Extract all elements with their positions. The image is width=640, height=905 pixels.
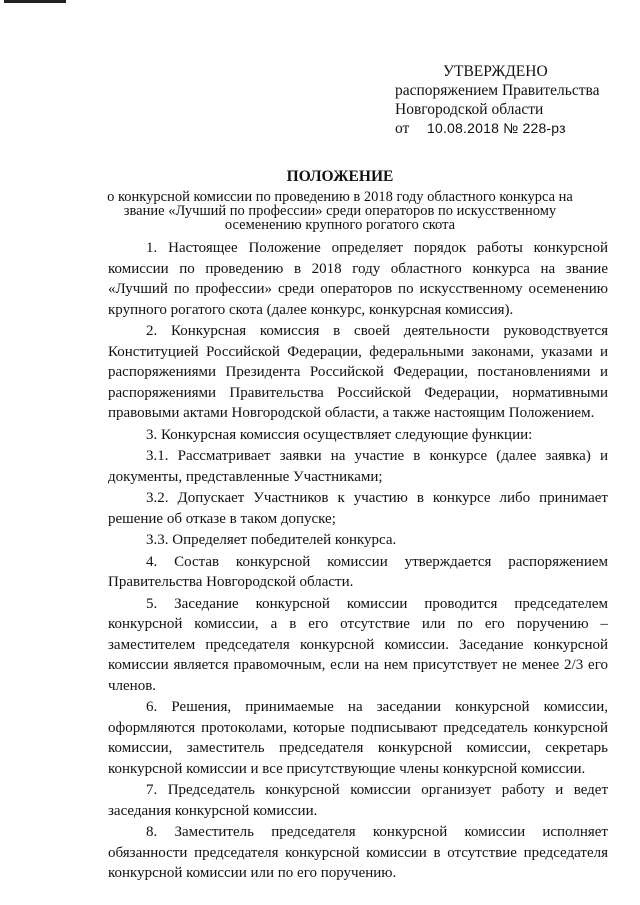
approval-date-prefix: от [395,120,410,137]
approval-stamp [395,62,625,138]
approval-date-value: 10.08.2018 № 228-рз [427,120,566,136]
paragraph-8: 8. Заместитель председателя конкурсной комиссии исполняет обязанности председателя конкурсной комиссии в отсутствие председателя конкурсной комиссии или по его поручению. [108,824,608,881]
paragraph-5: 5. Заседание конкурсной комиссии проводится председателем конкурсной комиссии, а в его отсутствие или по его поручению – заместителем председателя конкурсной комиссии. Заседание конкурсной комиссии является правомочным, если на нем присутствует не менее 2/3 его членов. [108,595,608,694]
paragraph-1: 1. Настоящее Положение определяет порядок работы конкурсной комиссии по проведению в 2018 году областного конкурса на звание «Лучший по профессии» среди операторов по искусственному осеменению крупного рогатого скота (далее конкурс, конкурсная комиссия). [108,240,608,318]
paragraph-3-3: 3.3. Определяет победителей конкурса. [146,532,397,548]
paragraph-3: 3. Конкурсная комиссия осуществляет следующие функции: [146,426,533,443]
paragraph-4: 4. Состав конкурсной комиссии утверждается распоряжением Правительства Новгородской области. [108,553,608,590]
document-subtitle-line-1: о конкурсной комиссии по проведению в 2018 году областного конкурса на [107,189,573,205]
document-title: ПОЛОЖЕНИЕ [286,168,394,185]
approval-line-1: распоряжением Правительства [395,82,600,99]
paragraph-2: 2. Конкурсная комиссия в своей деятельности руководствуется Конституцией Российской Федерации, федеральными законами, указами и распоряжениями Президента Российской Федерации, постановлениями и распоряжениями Правительства Российской Федерации, нормативными правовыми актами Новгородской области, а также настоящим Положением. [108,323,608,421]
paragraph-6: 6. Решения, принимаемые на заседании конкурсной комиссии, оформляются протоколами, которые подписывают председатель конкурсной комиссии, заместитель председателя конкурсной комиссии, секретарь конкурсной комиссии и все присутствующие члены конкурсной комиссии. [108,699,608,777]
approval-date-line [395,119,625,138]
document-title-block [60,168,620,232]
document-subtitle-line-2: звание «Лучший по профессии» среди операторов по искусственному [123,203,557,219]
paragraph-3-1: 3.1. Рассматривает заявки на участие в конкурсе (далее заявка) и документы, представленные Участниками; [108,448,608,485]
document-body [108,238,608,885]
scan-corner-mark [4,0,66,3]
approval-line-2: Новгородской области [395,101,544,118]
paragraph-7: 7. Председатель конкурсной комиссии организует работу и ведет заседания конкурсной комиссии. [108,782,608,819]
approval-heading: УТВЕРЖДЕНО [443,63,548,80]
paragraph-3-2: 3.2. Допускает Участников к участию в конкурсе либо принимает решение об отказе в таком допуске; [108,490,608,527]
document-subtitle-line-3: осеменению крупного рогатого скота [224,217,456,233]
